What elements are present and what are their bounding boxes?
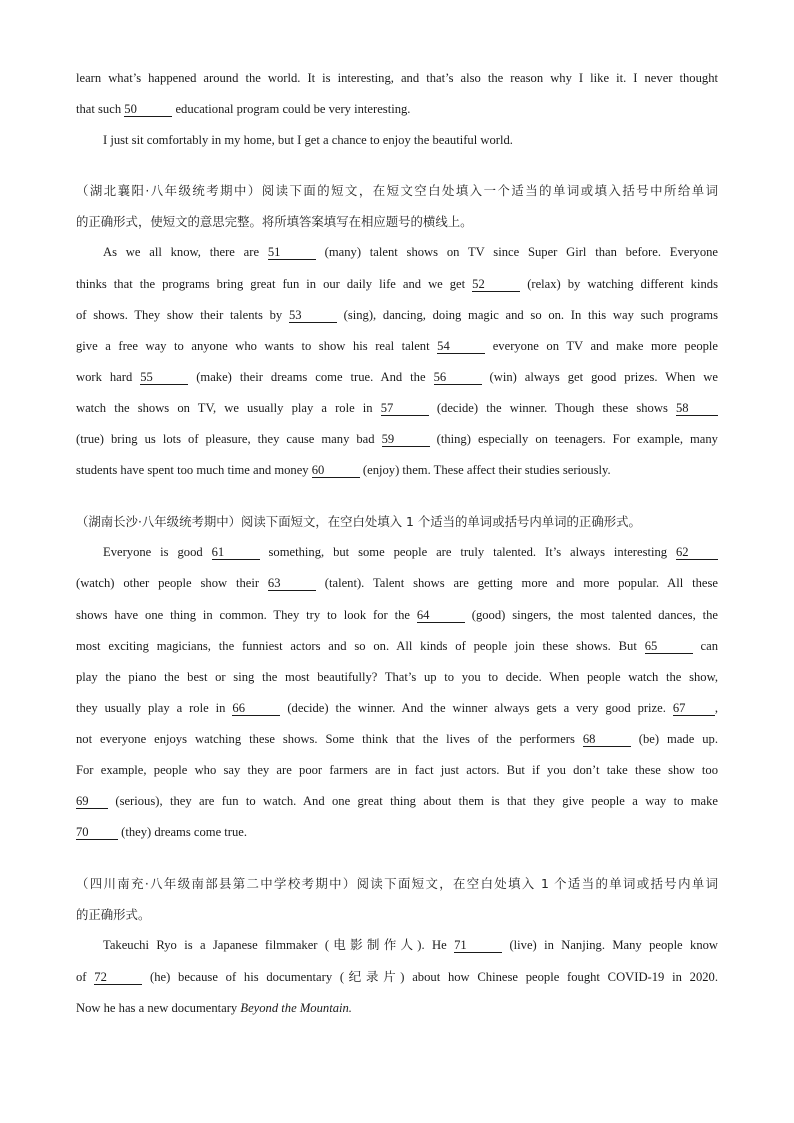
- blank-57[interactable]: 57: [381, 401, 429, 416]
- heading-text: 的正确形式。: [76, 907, 151, 923]
- s2-line-1: [76, 537, 718, 568]
- s2-line-4: [76, 631, 718, 662]
- text: Everyone is good: [103, 545, 203, 560]
- text: something, but some people are truly talented. It’s always interesting: [268, 545, 668, 560]
- s2-line-10: [76, 817, 718, 848]
- text: (decide) the winner. And the winner always gets a very good prize.: [287, 700, 666, 715]
- heading-text: （湖北襄阳·八年级统考期中）阅读下面的短文，在短文空白处填入一个适当的单词或填入括号中所给单词: [76, 183, 718, 199]
- s2-line-6: [76, 693, 718, 724]
- text: educational program could be very interesting.: [175, 102, 411, 117]
- text: (win) always get good prizes. When we: [489, 369, 718, 384]
- blank-60[interactable]: 60: [312, 463, 360, 478]
- blank-51[interactable]: 51: [268, 245, 316, 260]
- text: (watch) other people show their: [76, 576, 260, 591]
- blank-67[interactable]: 67: [673, 701, 715, 716]
- text: most exciting magicians, the funniest actors and so on. All kinds of people join these shows. But: [76, 638, 637, 653]
- text: (be) made up.: [638, 731, 718, 746]
- s2-line-7: [76, 724, 718, 755]
- document-page: [76, 63, 718, 1024]
- s1-line-7: [76, 424, 718, 455]
- text: ,: [714, 700, 718, 715]
- s2-line-3: [76, 600, 718, 631]
- text: can: [700, 638, 719, 653]
- text: (he) because of his documentary (纪录片) about how Chinese people fought COVID-19 in 2020.: [150, 969, 718, 984]
- s2-line-9: [76, 786, 718, 817]
- blank-72[interactable]: 72: [94, 970, 142, 985]
- text: students have spent too much time and money: [76, 463, 309, 478]
- text: everyone on TV and make more people: [492, 338, 719, 353]
- text: (make) their dreams come true. And the: [196, 369, 426, 384]
- blank-50[interactable]: 50: [124, 102, 172, 117]
- section2-heading: [76, 506, 718, 537]
- text: watch the shows on TV, we usually play a role in: [76, 400, 373, 415]
- text: work hard: [76, 369, 133, 384]
- heading-text: 的正确形式，使短文的意思完整。将所填答案填写在相应题号的横线上。: [76, 214, 473, 230]
- text: thinks that the programs bring great fun in our daily life and we get: [76, 276, 466, 291]
- heading-text: （湖南长沙·八年级统考期中）阅读下面短文，在空白处填入 1 个适当的单词或括号内单词的正确形式。: [76, 514, 641, 530]
- text: shows have one thing in common. They try to look for the: [76, 607, 410, 622]
- s2-line-2: [76, 568, 718, 599]
- blank-68[interactable]: 68: [583, 732, 631, 747]
- blank-65[interactable]: 65: [645, 639, 693, 654]
- s2-line-5: [76, 662, 718, 693]
- documentary-title: Beyond the Mountain.: [240, 1000, 352, 1015]
- blank-70[interactable]: 70: [76, 825, 118, 840]
- blank-71[interactable]: 71: [454, 938, 502, 953]
- text: I just sit comfortably in my home, but I get a chance to enjoy the beautiful world.: [103, 133, 513, 148]
- s1-line-6: [76, 393, 718, 424]
- text: (talent). Talent shows are getting more and more popular. All these: [324, 576, 719, 591]
- blank-58[interactable]: 58: [676, 401, 718, 416]
- text: not everyone enjoys watching these shows. Some think that the lives of the performers: [76, 731, 575, 746]
- s1-line-4: [76, 331, 718, 362]
- text: (live) in Nanjing. Many people know: [509, 938, 719, 953]
- section3-heading-line-2: [76, 899, 718, 930]
- s3-line-1: [76, 930, 718, 961]
- text: (serious), they are fun to watch. And one great thing about them is that they give people a way to make: [115, 794, 718, 809]
- text: Now he has a new documentary: [76, 1000, 238, 1015]
- text: play the piano the best or sing the most beautifully? That’s up to you to decide. When people watch the show,: [76, 669, 718, 684]
- blank-66[interactable]: 66: [232, 701, 280, 716]
- text: (decide) the winner. Though these shows: [436, 400, 668, 415]
- s3-line-3: [76, 993, 718, 1024]
- text: (they) dreams come true.: [121, 825, 248, 840]
- blank-54[interactable]: 54: [437, 339, 485, 354]
- s1-line-5: [76, 362, 718, 393]
- text: they usually play a role in: [76, 700, 226, 715]
- section1-heading-line-2: [76, 206, 718, 237]
- text: (sing), dancing, doing magic and so on. In this way such programs: [343, 307, 718, 322]
- blank-64[interactable]: 64: [417, 608, 465, 623]
- section3-heading-line-1: [76, 868, 718, 899]
- text: (thing) especially on teenagers. For example, many: [436, 432, 718, 447]
- text: of: [76, 969, 87, 984]
- section1-heading-line-1: [76, 175, 718, 206]
- blank-53[interactable]: 53: [289, 308, 337, 323]
- s2-line-8: [76, 755, 718, 786]
- s1-line-2: [76, 269, 718, 300]
- blank-52[interactable]: 52: [472, 277, 520, 292]
- text: (enjoy) them. These affect their studies seriously.: [362, 463, 611, 478]
- text: (many) talent shows on TV since Super Girl than before. Everyone: [324, 245, 719, 260]
- text: that such: [76, 102, 122, 117]
- blank-56[interactable]: 56: [434, 370, 482, 385]
- text: (good) singers, the most talented dances, the: [471, 607, 718, 622]
- text: of shows. They show their talents by: [76, 307, 283, 322]
- intro-line-1: [76, 63, 718, 94]
- text: give a free way to anyone who wants to show his real talent: [76, 338, 430, 353]
- s1-line-1: [76, 237, 718, 268]
- text: (true) bring us lots of pleasure, they cause many bad: [76, 432, 375, 447]
- text: For example, people who say they are poor farmers are in fact just actors. But if you don’t take these show too: [76, 762, 718, 777]
- s1-line-3: [76, 300, 718, 331]
- intro-line-2: [76, 94, 718, 125]
- intro-line-3: [76, 125, 718, 156]
- text: learn what’s happened around the world. It is interesting, and that’s also the reason why I like it. I never thought: [76, 71, 718, 85]
- blank-61[interactable]: 61: [212, 545, 260, 560]
- s1-line-8: [76, 455, 718, 486]
- s3-line-2: [76, 962, 718, 993]
- blank-55[interactable]: 55: [140, 370, 188, 385]
- text: As we all know, there are: [103, 245, 260, 260]
- text: (relax) by watching different kinds: [527, 276, 718, 291]
- heading-text: （四川南充·八年级南部县第二中学校考期中）阅读下面短文，在空白处填入 1 个适当的单词或括号内单词: [76, 876, 718, 892]
- text: Takeuchi Ryo is a Japanese filmmaker (电影制作人). He: [103, 938, 447, 953]
- blank-59[interactable]: 59: [382, 432, 430, 447]
- blank-63[interactable]: 63: [268, 576, 316, 591]
- blank-62[interactable]: 62: [676, 545, 718, 560]
- blank-69[interactable]: 69: [76, 794, 108, 809]
